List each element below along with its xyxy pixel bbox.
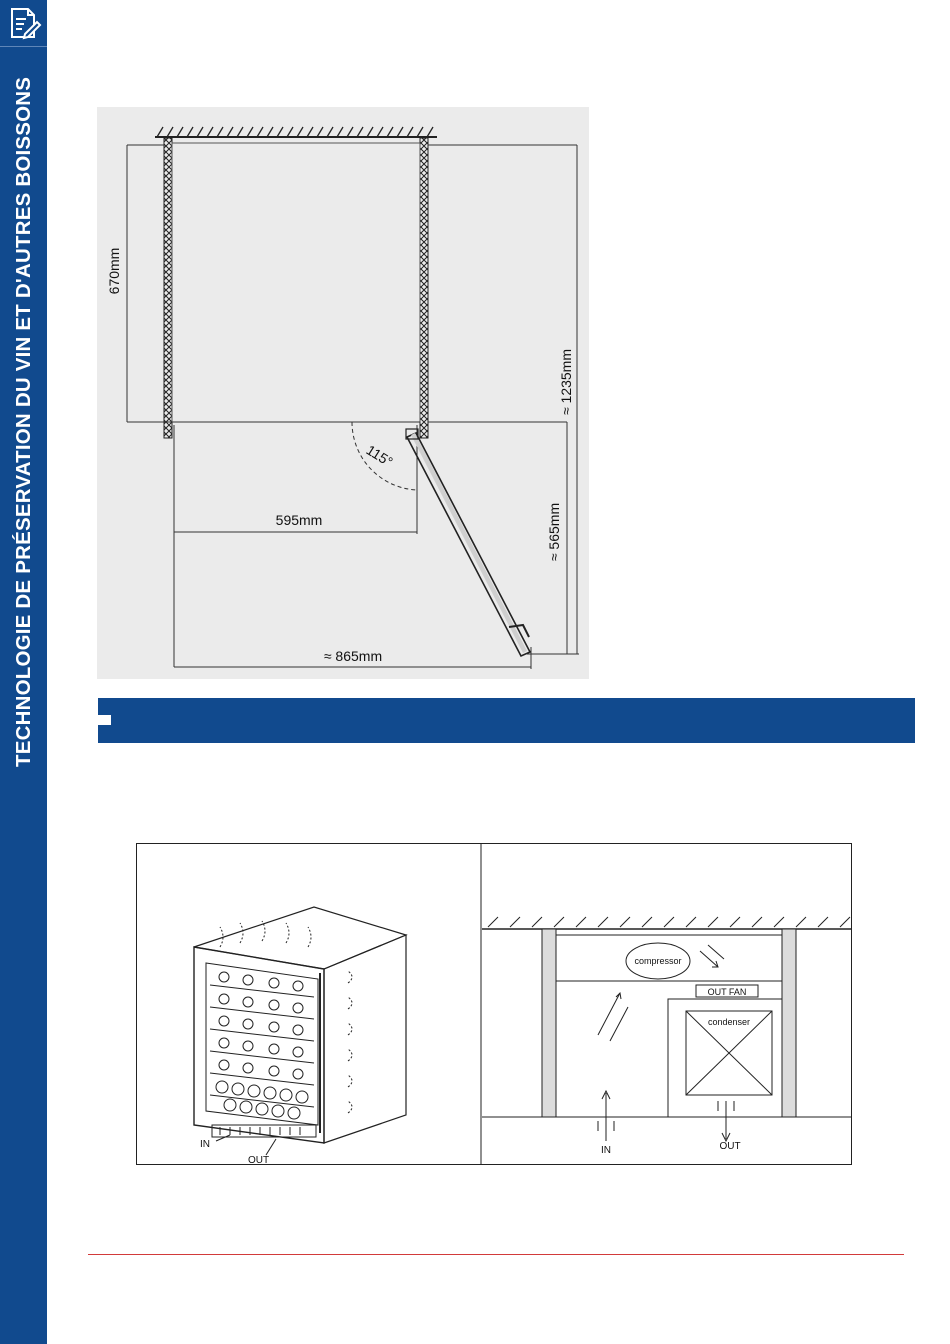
width-label: 595mm [275,512,323,528]
sidebar [0,0,47,1344]
door-clearance-diagram [97,107,589,679]
total-depth-label: ≈ 1235mm [558,348,574,416]
open-width-label: ≈ 865mm [323,648,383,664]
open-door [406,429,530,656]
left-in-label: IN [200,1139,210,1150]
sidebar-title: TECHNOLOGIE DE PRÉSERVATION DU VIN ET D'AUTRES BOISSONS [12,76,35,767]
ventilation-diagram [136,843,852,1165]
left-out-label: OUT [248,1155,270,1165]
document-edit-icon [0,0,47,47]
out-fan-label: OUT FAN [707,987,747,997]
compressor-label: compressor [634,956,682,966]
condenser-label: condenser [707,1017,751,1027]
right-out-label: OUT [719,1141,741,1152]
angle-label: 115° [363,441,396,470]
footer-divider [88,1254,904,1255]
section-header-band [98,698,915,743]
right-in-label: IN [601,1145,611,1156]
depth-label: 670mm [106,247,122,295]
door-length-label: ≈ 565mm [546,502,562,562]
section-marker [98,715,111,725]
